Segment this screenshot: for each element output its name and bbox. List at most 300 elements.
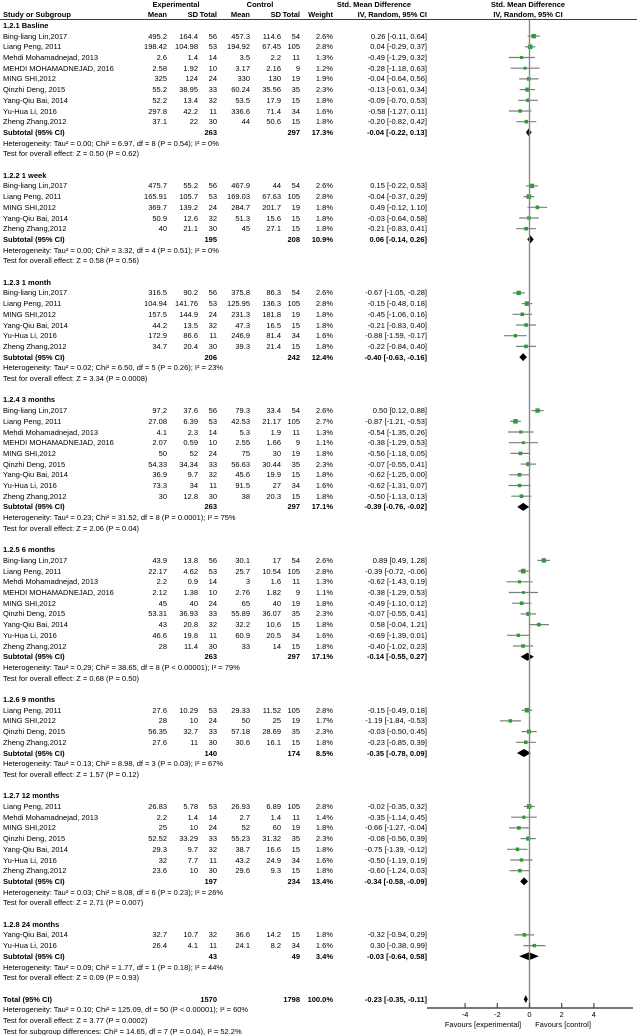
pooled-diamond <box>521 653 534 661</box>
study-row-label: Liang Peng, 2011 <box>3 192 62 202</box>
study-row-value: 10 <box>208 438 217 448</box>
study-row-value: -0.54 [-1.35, 0.26] <box>367 427 427 437</box>
study-row-value: 2.6 <box>156 53 167 62</box>
study-row-value: 1.8% <box>315 470 333 480</box>
study-row-value: 1.1% <box>315 588 333 597</box>
study-row-value: 34 <box>291 481 300 490</box>
study-row-value: 35 <box>291 727 300 737</box>
study-row-label: Liang Peng, 2011 <box>3 42 62 52</box>
study-row-value: 32.7 <box>152 930 167 940</box>
study-row-value: -0.49 [-1.29, 0.32] <box>367 53 427 62</box>
study-row-value: 33 <box>208 609 217 619</box>
study-row-value: 4.1 <box>156 427 167 437</box>
study-row-value: 2.07 <box>152 438 167 448</box>
study-row-value: 42.2 <box>183 106 198 116</box>
study-row-value: 56 <box>208 288 217 298</box>
study-row-value: 24 <box>208 823 217 833</box>
study-row-value: 30 <box>208 737 217 747</box>
study-row-value: 32 <box>208 930 217 940</box>
study-row-value: -0.15 [-0.49, 0.18] <box>367 705 427 715</box>
study-row-value: -0.60 [-1.24, 0.03] <box>367 866 427 876</box>
study-row-value: -0.21 [-0.83, 0.41] <box>367 224 427 234</box>
effect-square <box>519 430 522 433</box>
study-row-value: 43 <box>158 620 167 630</box>
study-row-value: 2.3 <box>187 427 198 437</box>
study-row-value: 10 <box>208 63 217 73</box>
study-row-value: 60.24 <box>231 85 250 95</box>
section-header-label: 1.2.6 9 months <box>3 695 56 704</box>
study-row-value: 105.7 <box>179 192 198 202</box>
effect-square <box>525 708 530 713</box>
effect-square <box>520 858 523 861</box>
study-row-value: 50 <box>241 716 250 726</box>
subtotal-row-value: 263 <box>204 652 217 662</box>
study-row-value: 15 <box>291 620 300 630</box>
study-row-value: 50 <box>158 448 167 458</box>
study-row-value: 36.93 <box>179 609 198 619</box>
study-row-value: 11 <box>190 737 198 747</box>
effect-square <box>509 719 513 723</box>
study-row-label: Qinzhi Deng, 2015 <box>3 727 66 737</box>
study-row-label: MEHDI MOHAMADNEJAD, 2016 <box>3 588 114 597</box>
study-row-value: 1.4% <box>315 812 333 822</box>
study-row-value: 25 <box>272 716 281 726</box>
study-row-value: 44 <box>241 117 250 127</box>
study-row-value: 24 <box>208 74 217 84</box>
study-row-value: 15 <box>291 737 300 747</box>
study-row-value: 1.8% <box>315 202 333 212</box>
subtotal-row-label: Subtotal (95% CI) <box>3 951 65 961</box>
col-header: Mean <box>147 10 167 20</box>
study-row-label: Zheng Zhang,2012 <box>3 641 67 651</box>
study-row-value: 1.6% <box>315 630 333 640</box>
study-row-value: 5.3 <box>239 427 250 437</box>
study-row-value: 25 <box>158 823 167 833</box>
study-row-value: 2.6% <box>315 31 333 41</box>
study-row-value: 27.08 <box>148 416 167 426</box>
study-row-value: 165.91 <box>144 192 167 202</box>
study-row-value: 34 <box>291 630 300 640</box>
study-row-value: 27.1 <box>266 224 281 234</box>
study-row-value: 0.49 [-0.12, 1.10] <box>370 202 427 212</box>
study-row-value: 24 <box>208 598 217 608</box>
total-row-label: Total (95% CI) <box>3 994 53 1004</box>
section-header-label: 1.2.8 24 months <box>3 919 60 929</box>
study-row-value: 1.8% <box>315 341 333 351</box>
study-row-value: 54.33 <box>148 459 167 469</box>
study-row-value: 7.7 <box>187 855 198 865</box>
study-row-label: Liang Peng, 2011 <box>3 299 62 309</box>
subtotal-row-value: 17.3% <box>311 127 333 137</box>
subtotal-row-value: 10.9% <box>311 234 333 244</box>
study-row-value: 467.9 <box>231 181 250 191</box>
section-header-label: 1.2.1 Basline <box>3 20 49 30</box>
study-row-value: 1.82 <box>266 588 281 597</box>
subtotal-row-value: 195 <box>204 234 217 244</box>
study-row-label: Yang-Qiu Bai, 2014 <box>3 930 68 940</box>
study-row-value: 15 <box>291 341 300 351</box>
study-row-value: 105 <box>287 416 300 426</box>
study-row-label: Yang-Qiu Bai, 2014 <box>3 320 68 330</box>
study-row-value: 1.1% <box>315 438 333 448</box>
study-row-label: Yang-Qiu Bai, 2014 <box>3 844 68 854</box>
study-row-value: -1.19 [-1.84, -0.53] <box>365 716 427 726</box>
col-header: Mean <box>230 10 250 20</box>
study-row-value: 52.2 <box>152 95 167 105</box>
study-row-value: 15 <box>291 320 300 330</box>
study-row-value: 51.3 <box>235 213 250 223</box>
study-row-value: 40 <box>158 224 167 234</box>
study-row-value: 40 <box>272 598 281 608</box>
study-row-value: 2.8% <box>315 42 333 52</box>
study-row-value: 35.56 <box>262 85 281 95</box>
study-row-value: 2.6% <box>315 406 333 416</box>
subtotal-row-value: 12.4% <box>311 352 333 362</box>
study-row-value: 105 <box>287 566 300 576</box>
study-row-value: 1.6 <box>270 577 281 587</box>
overall-effect-note-text: Test for overall effect: Z = 2.06 (P = 0.04) <box>3 523 140 533</box>
study-row-value: 11 <box>209 941 217 951</box>
study-row-label: Bing-liang Lin,2017 <box>3 181 68 191</box>
study-row-value: 11 <box>209 630 217 640</box>
study-row-value: 31.32 <box>262 834 281 844</box>
overall-effect-note-text: Test for overall effect: Z = 0.09 (P = 0.93) <box>3 973 140 983</box>
study-row-value: 34 <box>291 106 300 116</box>
study-row-value: 19 <box>291 823 300 833</box>
study-row-value: 40 <box>189 598 198 608</box>
study-row-value: 11 <box>209 106 217 116</box>
study-row-value: 16.6 <box>266 844 281 854</box>
subtotal-row-value: 43 <box>208 951 217 961</box>
study-row-value: 34.34 <box>179 459 198 469</box>
study-row-value: 1.8% <box>315 491 333 501</box>
study-row-value: 30 <box>208 117 217 127</box>
study-row-value: 44.2 <box>152 320 167 330</box>
header-model-right: IV, Random, 95% CI <box>493 10 563 20</box>
study-row-value: 2.7 <box>239 812 250 822</box>
study-row-value: 30 <box>158 491 167 501</box>
study-row-value: 105 <box>287 802 300 811</box>
study-row-value: 201.7 <box>262 202 281 212</box>
axis-tick-label: 0 <box>527 1010 532 1019</box>
study-row-value: 22.17 <box>148 566 167 576</box>
study-row-value: -0.35 [-1.14, 0.45] <box>367 812 427 822</box>
study-row-value: 15 <box>291 470 300 480</box>
study-row-value: 86.6 <box>183 331 198 341</box>
study-row-value: -0.15 [-0.48, 0.18] <box>367 299 427 309</box>
study-row-value: 1.9 <box>270 427 281 437</box>
study-row-value: 52 <box>241 823 250 833</box>
study-row-value: 105 <box>287 42 300 52</box>
study-row-value: 91.5 <box>235 481 250 490</box>
study-row-value: 17 <box>272 555 281 565</box>
study-row-value: 495.2 <box>148 31 167 41</box>
heterogeneity-note-text: Heterogeneity: Tau² = 0.00; Chi² = 3.32, df = 4 (P = 0.51); I² = 0% <box>3 245 219 255</box>
subtotal-row-value: 197 <box>204 876 217 886</box>
study-row-value: 1.8% <box>315 823 333 833</box>
study-row-label: Mehdi Mohamadnejad, 2013 <box>3 812 99 822</box>
study-row-value: 0.04 [-0.29, 0.37] <box>370 42 427 52</box>
study-row-value: 104.98 <box>175 42 198 52</box>
effect-square <box>517 634 520 637</box>
study-row-value: 144.9 <box>179 309 198 319</box>
study-row-value: 47.3 <box>235 320 250 330</box>
study-row-value: 75 <box>241 448 250 458</box>
favours-experimental-label: Favours [experimental] <box>444 1019 522 1029</box>
study-row-value: -0.50 [-1.13, 0.13] <box>367 491 427 501</box>
subtotal-row-label: Subtotal (95% CI) <box>3 502 65 512</box>
study-row-value: 2.12 <box>152 588 167 597</box>
header-experimental: Experimental <box>152 0 200 9</box>
study-row-value: 164.4 <box>179 31 198 41</box>
study-row-value: 33.4 <box>266 406 281 416</box>
study-row-value: 60 <box>272 823 281 833</box>
subtotal-row-value: 263 <box>204 127 217 137</box>
study-row-value: 2.8% <box>315 566 333 576</box>
section-header-label: 1.2.4 3 months <box>3 395 56 405</box>
study-row-value: 53.31 <box>148 609 167 619</box>
study-row-value: 2.2 <box>156 812 167 822</box>
study-row-value: 25.7 <box>235 566 250 576</box>
study-row-label: Yang-Qiu Bai, 2014 <box>3 213 68 223</box>
study-row-value: 2.7% <box>315 416 333 426</box>
subtotal-row-value: 206 <box>204 352 217 362</box>
study-row-value: 52 <box>189 448 198 458</box>
study-row-value: 34.7 <box>152 341 167 351</box>
study-row-value: -0.23 [-0.85, 0.39] <box>367 737 427 747</box>
study-row-value: 1.6% <box>315 941 333 951</box>
study-row-value: 29.3 <box>152 844 167 854</box>
study-row-value: 11.4 <box>183 641 198 651</box>
study-row-value: 45 <box>241 224 250 234</box>
study-row-value: 81.4 <box>266 331 281 341</box>
study-row-value: 2.55 <box>235 438 250 448</box>
axis-tick-label: -4 <box>461 1010 469 1019</box>
study-row-value: 32 <box>208 213 217 223</box>
study-row-value: 32.2 <box>235 620 250 630</box>
heterogeneity-note-text: Heterogeneity: Tau² = 0.23; Chi² = 31.52, df = 8 (P = 0.0001); I² = 75% <box>3 513 236 523</box>
study-row-value: -0.20 [-0.82, 0.42] <box>367 117 427 127</box>
study-row-value: 73.3 <box>152 481 167 490</box>
study-row-value: -0.50 [-1.19, 0.19] <box>367 855 427 865</box>
axis-tick-label: 4 <box>591 1010 596 1019</box>
study-row-value: 35 <box>291 609 300 619</box>
study-row-label: Zheng Zhang,2012 <box>3 866 67 876</box>
study-row-value: 79.3 <box>235 406 250 416</box>
study-row-value: 55.2 <box>183 181 198 191</box>
effect-square <box>520 494 524 498</box>
study-row-value: 32 <box>208 470 217 480</box>
study-row-value: -0.40 [-1.02, 0.23] <box>367 641 427 651</box>
study-row-value: -0.56 [-1.18, 0.05] <box>367 448 427 458</box>
study-row-value: 53 <box>208 416 217 426</box>
study-row-value: -0.88 [-1.59, -0.17] <box>365 331 427 341</box>
study-row-value: 1.8% <box>315 320 333 330</box>
study-row-value: 24 <box>208 309 217 319</box>
subtotal-row-value: 242 <box>287 352 300 362</box>
study-row-value: 54 <box>291 181 300 191</box>
study-row-value: 53 <box>208 42 217 52</box>
effect-square <box>518 109 521 112</box>
study-row-label: MING SHI,2012 <box>3 598 56 608</box>
study-row-value: 1.9% <box>315 74 333 84</box>
study-row-value: 97.2 <box>152 406 167 416</box>
effect-square <box>537 623 541 627</box>
study-row-value: 28 <box>158 716 167 726</box>
study-row-label: Zheng Zhang,2012 <box>3 117 67 127</box>
study-row-value: 104.94 <box>144 299 167 309</box>
heterogeneity-note-text: Heterogeneity: Tau² = 0.02; Chi² = 6.50, df = 5 (P = 0.26); I² = 23% <box>3 363 224 373</box>
header-smd-right: Std. Mean Difference <box>490 0 566 9</box>
axis-tick-label: 2 <box>559 1010 564 1019</box>
total-overall-effect-note-text: Test for overall effect: Z = 3.77 (P = 0.0002) <box>3 1016 148 1025</box>
study-row-value: 36.6 <box>235 930 250 940</box>
study-row-value: 0.30 [-0.38, 0.99] <box>370 941 427 951</box>
study-row-value: 14 <box>272 641 281 651</box>
effect-square <box>535 408 539 412</box>
study-row-value: 1.8% <box>315 213 333 223</box>
subtotal-row-label: Subtotal (95% CI) <box>3 748 65 758</box>
study-row-value: 15 <box>291 930 300 940</box>
study-row-value: 38.95 <box>179 85 198 95</box>
study-row-value: 141.76 <box>175 299 198 309</box>
study-row-label: Yang-Qiu Bai, 2014 <box>3 470 68 480</box>
pooled-diamond <box>526 128 532 136</box>
study-row-value: 169.03 <box>227 192 250 202</box>
study-row-value: 56.63 <box>231 459 250 469</box>
study-row-value: 0.89 [0.49, 1.28] <box>372 555 427 565</box>
study-row-value: 105 <box>287 705 300 715</box>
study-row-label: Yang-Qiu Bai, 2014 <box>3 95 68 105</box>
study-row-label: MING SHI,2012 <box>3 448 56 458</box>
study-row-value: 33 <box>208 834 217 844</box>
study-row-label: Mehdi Mohamadnejad, 2013 <box>3 577 99 587</box>
study-row-value: 105 <box>287 192 300 202</box>
study-row-value: 375.8 <box>231 288 250 298</box>
study-row-value: -0.07 [-0.55, 0.41] <box>367 609 427 619</box>
study-row-value: 53 <box>208 192 217 202</box>
study-row-value: 67.45 <box>262 42 281 52</box>
effect-square <box>522 816 525 819</box>
study-row-value: 9 <box>295 63 300 73</box>
study-row-label: MEHDI MOHAMADNEJAD, 2016 <box>3 438 114 448</box>
study-row-value: 33.29 <box>179 834 198 844</box>
heterogeneity-note-text: Heterogeneity: Tau² = 0.29; Chi² = 38.65, df = 8 (P < 0.00001); I² = 79% <box>3 662 240 672</box>
study-row-label: Bing-liang Lin,2017 <box>3 288 68 298</box>
study-row-value: 32 <box>158 855 167 865</box>
overall-effect-note-text: Test for overall effect: Z = 0.50 (P = 0.62) <box>3 149 140 159</box>
study-row-value: 33 <box>208 459 217 469</box>
study-row-value: 1.3% <box>315 577 333 587</box>
study-row-value: 42.53 <box>231 416 250 426</box>
study-row-value: 15.6 <box>266 213 281 223</box>
overall-effect-note-text: Test for overall effect: Z = 2.71 (P = 0.007) <box>3 898 144 908</box>
subtotal-row-value: -0.39 [-0.76, -0.02] <box>364 502 427 512</box>
study-row-value: 10.29 <box>179 705 198 715</box>
study-row-value: 14 <box>208 53 217 62</box>
study-row-value: 2.6% <box>315 288 333 298</box>
study-row-label: Liang Peng, 2011 <box>3 566 62 576</box>
study-row-value: 34 <box>291 941 300 951</box>
study-row-value: 336.6 <box>231 106 250 116</box>
study-row-value: 26.93 <box>231 802 250 811</box>
col-header-study: Study or Subgroup <box>3 10 71 20</box>
study-row-value: 12.6 <box>183 213 198 223</box>
study-row-value: 105 <box>287 299 300 309</box>
study-row-value: 20.3 <box>266 491 281 501</box>
study-row-value: 53 <box>208 299 217 309</box>
subtotal-row-value: -0.03 [-0.64, 0.58] <box>366 951 427 961</box>
subtotal-row-value: 297 <box>287 502 300 512</box>
effect-square <box>524 323 528 327</box>
study-row-value: 22 <box>189 117 198 127</box>
effect-square <box>525 301 530 306</box>
study-row-value: 21.1 <box>183 224 198 234</box>
study-row-value: 65 <box>241 598 250 608</box>
study-row-value: 475.7 <box>148 181 167 191</box>
study-row-value: -0.21 [-0.83, 0.40] <box>367 320 427 330</box>
study-row-value: -0.38 [-1.29, 0.53] <box>367 588 427 597</box>
study-row-value: 0.50 [0.12, 0.88] <box>372 406 427 416</box>
study-row-value: 10 <box>189 823 198 833</box>
study-row-value: 2.3% <box>315 85 333 95</box>
study-row-value: 11 <box>209 481 217 490</box>
effect-square <box>524 345 528 349</box>
study-row-value: -0.04 [-0.64, 0.56] <box>367 74 427 84</box>
study-row-value: 1.8% <box>315 737 333 747</box>
subtotal-row-value: 13.4% <box>311 876 333 886</box>
axis-tick-label: -2 <box>493 1010 501 1019</box>
effect-square <box>524 120 528 124</box>
study-row-value: 33 <box>208 85 217 95</box>
effect-square <box>518 484 521 487</box>
study-row-value: 24 <box>208 448 217 458</box>
study-row-value: 1.2% <box>315 63 333 73</box>
study-row-value: 30.1 <box>235 555 250 565</box>
study-row-value: 19 <box>291 309 300 319</box>
study-row-value: 56.35 <box>148 727 167 737</box>
study-row-label: Yang-Qiu Bai, 2014 <box>3 620 68 630</box>
study-row-value: 114.6 <box>262 31 281 41</box>
study-row-label: MING SHI,2012 <box>3 716 56 726</box>
study-row-label: MING SHI,2012 <box>3 823 56 833</box>
col-header: IV, Random, 95% CI <box>357 10 427 20</box>
subgroup-differences-note-text: Test for subgroup differences: Chi² = 14.65, df = 7 (P = 0.04), I² = 52.2% <box>3 1026 242 1035</box>
effect-square <box>536 206 540 210</box>
study-row-value: 1.8% <box>315 598 333 608</box>
study-row-value: -0.04 [-0.37, 0.29] <box>367 192 427 202</box>
study-row-value: 16.5 <box>266 320 281 330</box>
study-row-value: 1.8% <box>315 309 333 319</box>
study-row-value: 157.5 <box>148 309 167 319</box>
effect-square <box>516 848 520 852</box>
study-row-label: Bing-liang Lin,2017 <box>3 31 68 41</box>
study-row-label: MING SHI,2012 <box>3 309 56 319</box>
study-row-value: 19 <box>291 598 300 608</box>
study-row-value: 54 <box>291 31 300 41</box>
study-row-value: 9 <box>295 588 300 597</box>
study-row-value: 6.89 <box>266 802 281 811</box>
study-row-value: 19 <box>291 448 300 458</box>
study-row-value: 29.6 <box>235 866 250 876</box>
study-row-value: 34 <box>189 481 198 490</box>
study-row-value: 46.6 <box>152 630 167 640</box>
col-header: Weight <box>308 10 333 20</box>
study-row-value: 30.6 <box>235 737 250 747</box>
section-header-label: 1.2.7 12 months <box>3 791 60 801</box>
study-row-value: 0.15 [-0.22, 0.53] <box>370 181 427 191</box>
study-row-value: 12.8 <box>183 491 198 501</box>
